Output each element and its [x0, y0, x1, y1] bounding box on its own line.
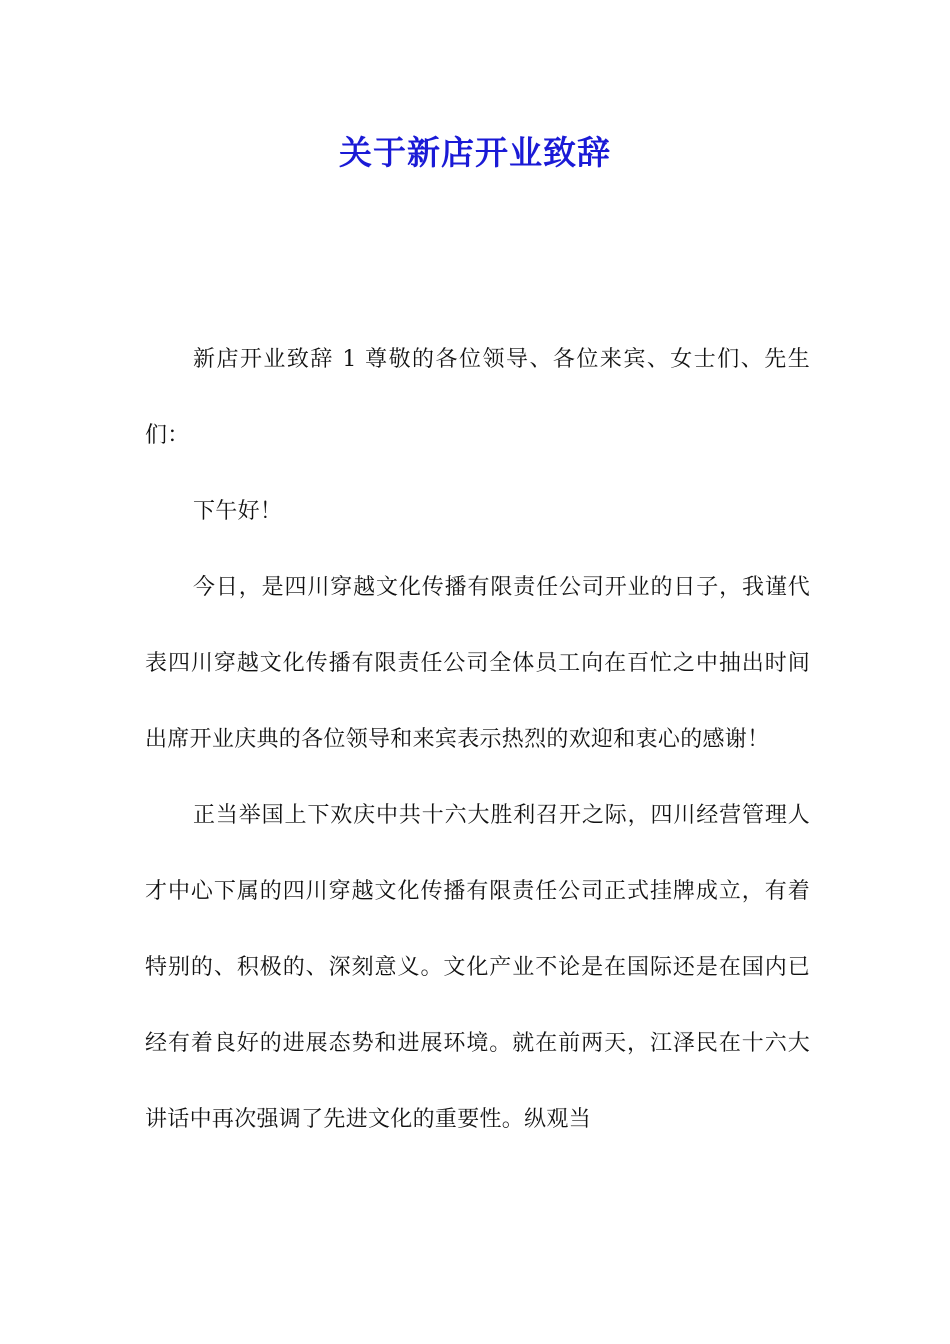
paragraph-good-afternoon: 下午好！ [193, 499, 283, 524]
document-title: 关于新店开业致辞 [339, 133, 611, 172]
document-body [145, 322, 810, 1158]
paragraph-thanks: 今日，是四川穿越文化传播有限责任公司开业的日子，我谨代表四川穿越文化传播有限责任公司全体员工向在百忙之中抽出时间出席开业庆典的各位领导和来宾表示热烈的欢迎和衷心的感谢！ [145, 575, 810, 752]
paragraph-significance: 正当举国上下欢庆中共十六大胜利召开之际，四川经营管理人才中心下属的四川穿越文化传播有限责任公司正式挂牌成立，有着特别的、积极的、深刻意义。文化产业不论是在国际还是在国内已经有着良好的进展态势和进展环境。就在前两天，江泽民在十六大讲话中再次强调了先进文化的重要性。纵观当 [145, 803, 810, 1132]
paragraph-greeting: 新店开业致辞 1 尊敬的各位领导、各位来宾、女士们、先生们： [145, 347, 810, 448]
